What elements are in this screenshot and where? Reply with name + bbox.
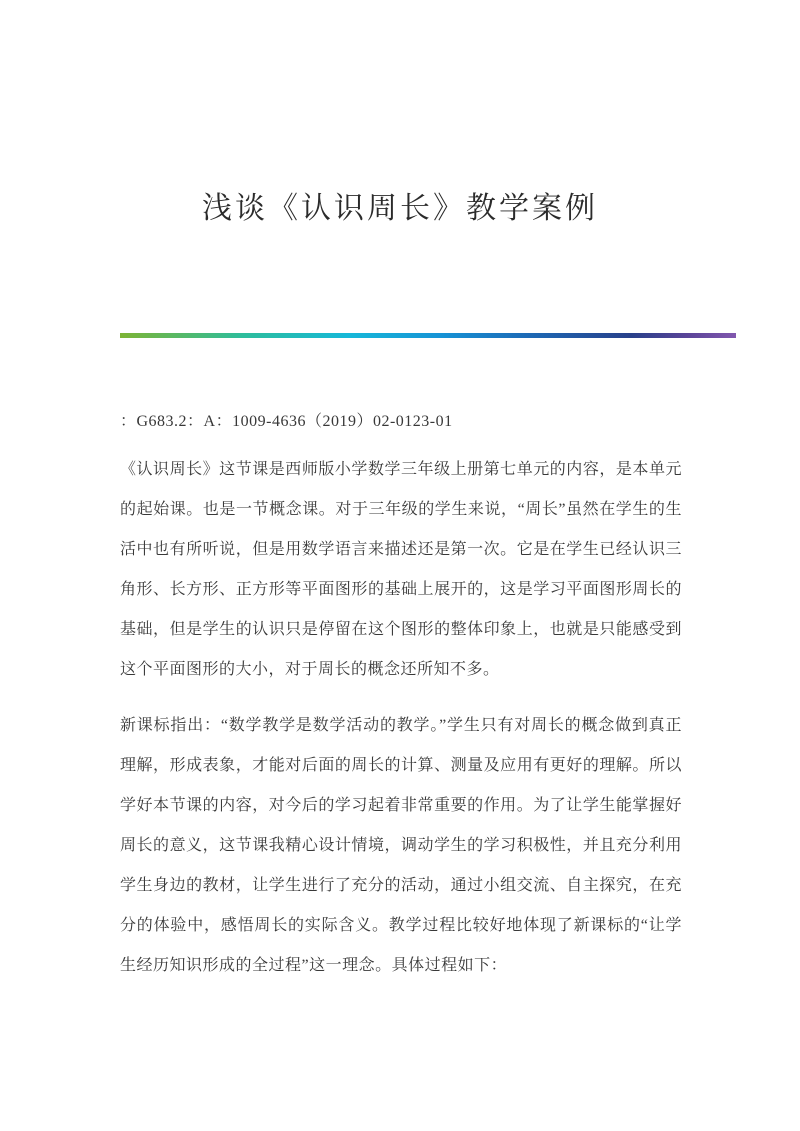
gradient-divider — [120, 333, 736, 338]
article-meta-line: ：G683.2：A：1009-4636（2019）02-0123-01 — [120, 413, 453, 430]
paragraph-new-curriculum: 新课标指出：“数学教学是数学活动的教学。”学生只有对周长的概念做到真正理解，形成表象，才能对后面的周长的计算、测量及应用有更好的理解。所以学好本节课的内容，对今后的学习起着非常重要的作用。为了让学生能掌握好周长的意义，这节课我精心设计情境，调动学生的学习积极性，并且充分利用学生身边的教材，让学生进行了充分的活动，通过小组交流、自主探究，在充分的体验中，感悟周长的实际含义。教学过程比较好地体现了新课标的“让学生经历知识形成的全过程”这一理念。具体过程如下： — [120, 717, 682, 974]
paragraph-intro: 《认识周长》这节课是西师版小学数学三年级上册第七单元的内容，是本单元的起始课。也是一节概念课。对于三年级的学生来说，“周长”虽然在学生的生活中也有所听说，但是用数学语言来描述还是第一次。它是在学生已经认识三角形、长方形、正方形等平面图形的基础上展开的，这是学习平面图形周长的基础，但是学生的认识只是停留在这个图形的整体印象上，也就是只能感受到这个平面图形的大小，对于周长的概念还所知不多。 — [120, 461, 682, 678]
document-body — [120, 402, 682, 986]
document-title: 浅谈《认识周长》教学案例 — [202, 192, 598, 225]
